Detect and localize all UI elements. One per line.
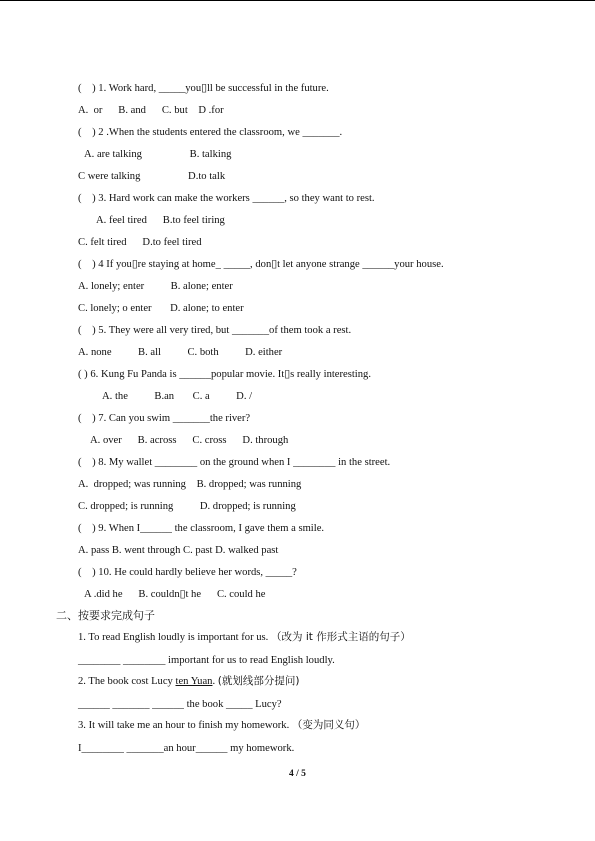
question-5-stem: ( ) 5. They were all very tired, but _______of them took a rest.	[78, 325, 352, 336]
item-2-answer-line: ______ _______ ______ the book _____ Lucy?	[78, 699, 282, 710]
question-6-options: A. the B.an C. a D. /	[102, 391, 253, 402]
top-border-line	[0, 0, 595, 1]
section-2-item-1	[78, 631, 411, 644]
item-2-instruction: (就划线部分提问)	[217, 675, 300, 687]
section-2-item-3	[78, 719, 365, 732]
question-7-stem: ( ) 7. Can you swim _______the river?	[78, 413, 251, 424]
question-3-options-a: A. feel tired B.to feel tiring	[96, 215, 225, 226]
question-3-stem: ( ) 3. Hard work can make the workers ______, so they want to rest.	[78, 193, 375, 204]
question-4-options-b: C. lonely; o enter D. alone; to enter	[78, 303, 244, 314]
item-2-prompt-underlined: ten Yuan	[175, 676, 213, 687]
question-4-stem: ( ) 4 If you▯re staying at home_ _____, don▯t let anyone strange ______your house.	[78, 259, 444, 270]
item-2-prompt-post: .	[212, 676, 216, 687]
question-9-options: A. pass B. went through C. past D. walked past	[78, 545, 279, 556]
question-6-stem: ( ) 6. Kung Fu Panda is ______popular movie. It▯s really interesting.	[78, 369, 371, 380]
item-3-answer-line: I________ _______an hour______ my homework.	[78, 743, 295, 754]
question-4-options-a: A. lonely; enter B. alone; enter	[78, 281, 233, 292]
question-1-stem: ( ) 1. Work hard, _____you▯ll be successful in the future.	[78, 83, 329, 94]
item-2-prompt-pre: 2. The book cost Lucy	[78, 676, 176, 687]
question-2-stem: ( ) 2 .When the students entered the classroom, we _______.	[78, 127, 343, 138]
item-1-answer-line: ________ ________ important for us to read English loudly.	[78, 655, 335, 666]
question-2-options-b: C were talking D.to talk	[78, 171, 226, 182]
question-9-stem: ( ) 9. When I______ the classroom, I gave them a smile.	[78, 523, 325, 534]
item-3-prompt: 3. It will take me an hour to finish my homework.	[78, 720, 290, 731]
section-2-item-2	[78, 675, 299, 688]
question-10-options: A .did he B. couldn▯t he C. could he	[84, 589, 266, 600]
question-3-options-b: C. felt tired D.to feel tired	[78, 237, 202, 248]
question-1-options: A. or B. and C. but D .for	[78, 105, 224, 116]
item-1-instruction: （改为 it 作形式主语的句子）	[270, 631, 411, 643]
question-8-options-b: C. dropped; is running D. dropped; is running	[78, 501, 296, 512]
question-8-stem: ( ) 8. My wallet ________ on the ground when I ________ in the street.	[78, 457, 391, 468]
question-7-options: A. over B. across C. cross D. through	[90, 435, 289, 446]
question-2-options-a: A. are talking B. talking	[84, 149, 232, 160]
question-5-options: A. none B. all C. both D. either	[78, 347, 283, 358]
item-3-instruction: （变为同义句）	[291, 719, 366, 731]
question-10-stem: ( ) 10. He could hardly believe her words, _____?	[78, 567, 297, 578]
section-2-heading: 二、按要求完成句子	[56, 609, 155, 622]
page-number: 4 / 5	[289, 769, 306, 779]
item-1-prompt: 1. To read English loudly is important for us.	[78, 632, 269, 643]
question-8-options-a: A. dropped; was running B. dropped; was running	[78, 479, 302, 490]
